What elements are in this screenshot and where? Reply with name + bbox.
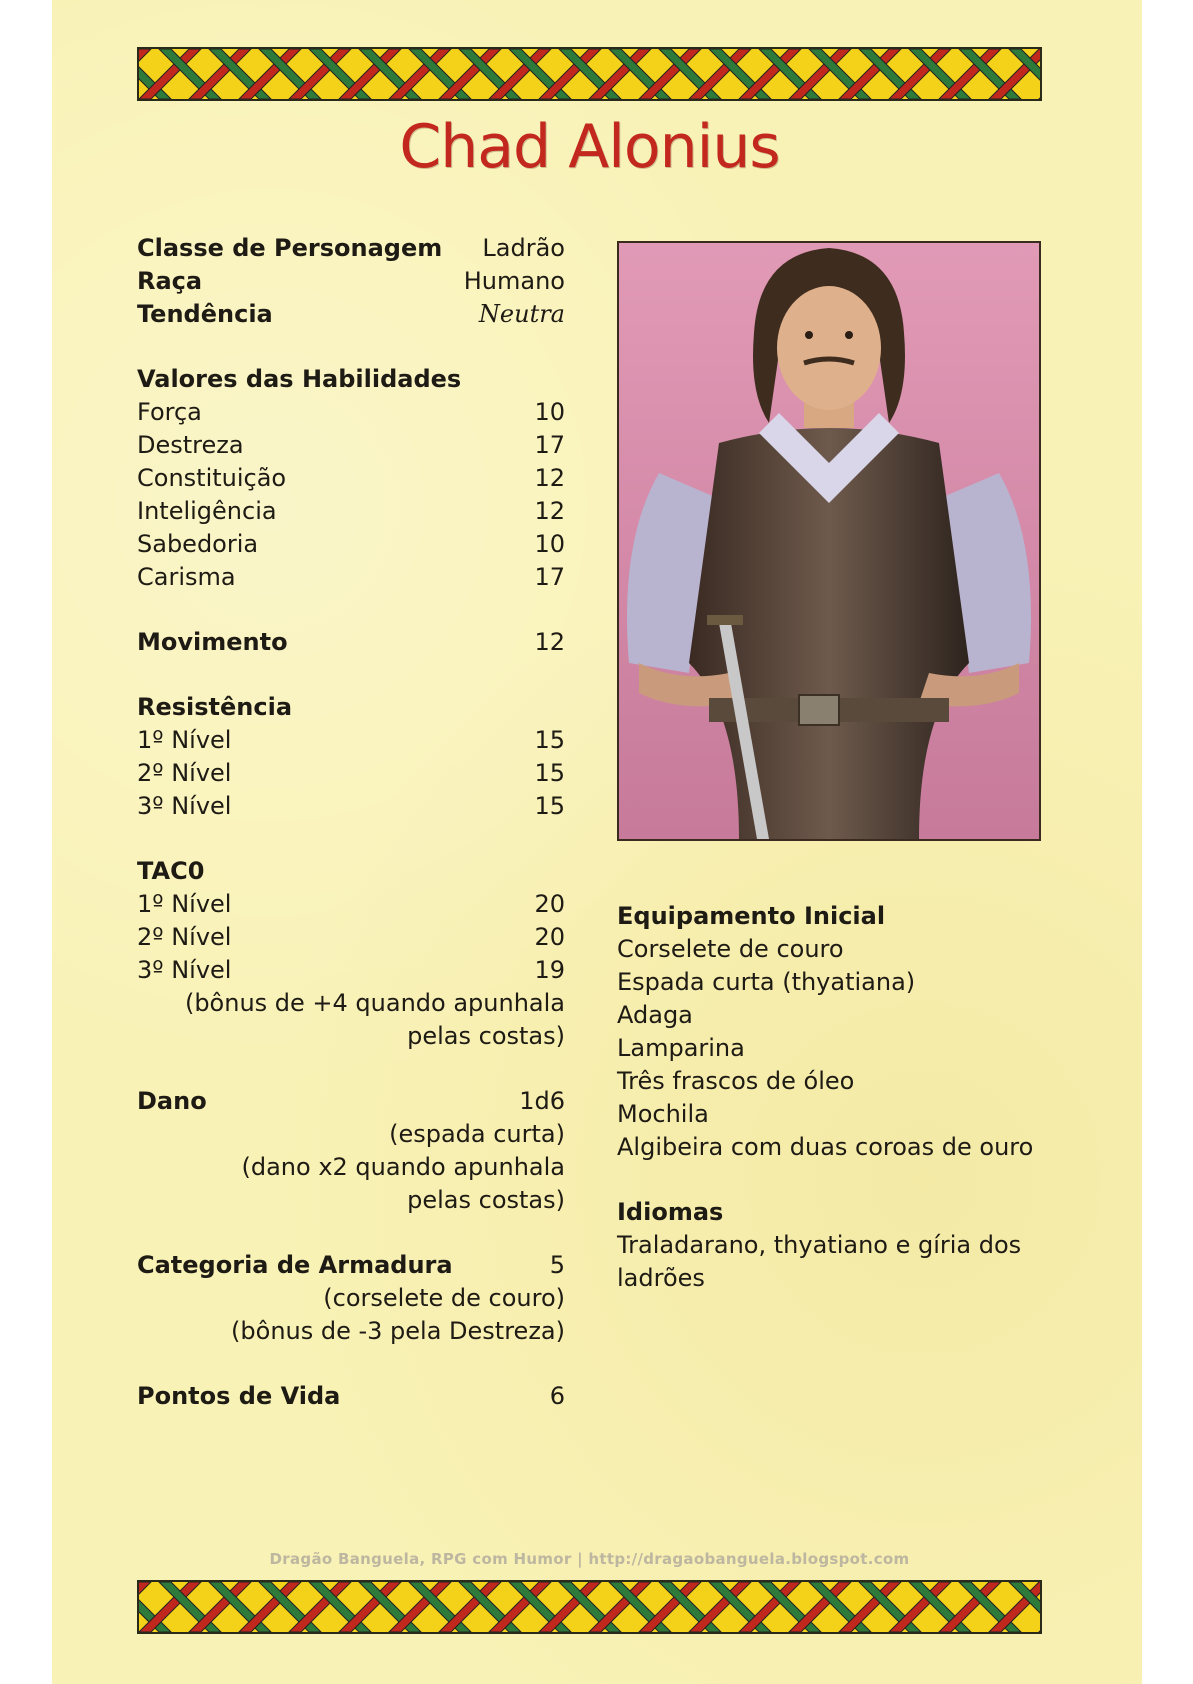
equipment-item: Espada curta (thyatiana) — [617, 968, 916, 996]
profile-value: Neutra — [478, 300, 565, 328]
ability-row — [137, 561, 565, 594]
profile-value: Humano — [463, 267, 565, 295]
spacer — [137, 659, 565, 691]
level-value: 15 — [534, 726, 565, 754]
thac0-heading: TAC0 — [137, 857, 205, 885]
footer-credit: Dragão Banguela, RPG com Humor | http://dragaobanguela.blogspot.com — [269, 1550, 910, 1568]
level-label: 1º Nível — [137, 726, 232, 754]
profile-label: Raça — [137, 267, 203, 295]
movement-value: 12 — [534, 628, 565, 656]
spacer — [617, 1164, 1047, 1196]
resistance-row — [137, 724, 565, 757]
damage-label: Dano — [137, 1087, 207, 1115]
ability-value: 10 — [534, 530, 565, 558]
damage-section — [137, 1085, 565, 1217]
equipment-item: Adaga — [617, 1001, 693, 1029]
armor-row — [137, 1249, 565, 1282]
ability-label: Inteligência — [137, 497, 277, 525]
equipment-item: Corselete de couro — [617, 935, 844, 963]
equipment-column — [617, 900, 1047, 1295]
armor-section — [137, 1249, 565, 1348]
spacer — [137, 331, 565, 363]
level-value: 20 — [534, 923, 565, 951]
ability-label: Força — [137, 398, 202, 426]
bottom-decorative-border — [137, 1580, 1042, 1634]
level-value: 15 — [534, 792, 565, 820]
ability-row — [137, 528, 565, 561]
damage-note: pelas costas) — [407, 1186, 565, 1214]
ability-value: 10 — [534, 398, 565, 426]
armor-value: 5 — [549, 1251, 565, 1279]
thac0-row — [137, 954, 565, 987]
ability-value: 12 — [534, 464, 565, 492]
equipment-item: Três frascos de óleo — [617, 1067, 855, 1095]
level-label: 2º Nível — [137, 923, 232, 951]
ability-label: Constituição — [137, 464, 287, 492]
hit-points-value: 6 — [549, 1382, 565, 1410]
movement-label: Movimento — [137, 628, 288, 656]
spacer — [137, 823, 565, 855]
spacer — [137, 1348, 565, 1380]
armor-label: Categoria de Armadura — [137, 1251, 453, 1279]
profile-label: Classe de Personagem — [137, 234, 443, 262]
thac0-section — [137, 855, 565, 1053]
level-value: 15 — [534, 759, 565, 787]
profile-row — [137, 298, 565, 331]
profile-label: Tendência — [137, 300, 273, 328]
resistance-row — [137, 790, 565, 823]
movement-row — [137, 626, 565, 659]
thac0-row — [137, 921, 565, 954]
ability-label: Destreza — [137, 431, 244, 459]
armor-note: (corselete de couro) — [323, 1284, 565, 1312]
level-value: 20 — [534, 890, 565, 918]
ability-label: Sabedoria — [137, 530, 259, 558]
character-portrait — [617, 241, 1041, 841]
languages-text: ladrões — [617, 1264, 705, 1292]
equipment-heading: Equipamento Inicial — [617, 902, 886, 930]
ability-value: 12 — [534, 497, 565, 525]
top-decorative-border — [137, 47, 1042, 101]
equipment-item: Mochila — [617, 1100, 709, 1128]
hit-points-label: Pontos de Vida — [137, 1382, 341, 1410]
languages-heading: Idiomas — [617, 1198, 724, 1226]
abilities-heading: Valores das Habilidades — [137, 365, 462, 393]
damage-note: (dano x2 quando apunhala — [241, 1153, 565, 1181]
profile-section — [137, 232, 565, 331]
ability-row — [137, 495, 565, 528]
level-label: 3º Nível — [137, 792, 232, 820]
level-label: 2º Nível — [137, 759, 232, 787]
equipment-item: Algibeira com duas coroas de ouro — [617, 1133, 1034, 1161]
abilities-section — [137, 363, 565, 594]
ability-value: 17 — [534, 431, 565, 459]
ability-row — [137, 429, 565, 462]
languages-text: Traladarano, thyatiano e gíria dos — [617, 1231, 1022, 1259]
resistance-heading: Resistência — [137, 693, 293, 721]
hit-points-row — [137, 1380, 565, 1413]
spacer — [137, 1217, 565, 1249]
resistance-section — [137, 691, 565, 823]
resistance-row — [137, 757, 565, 790]
thac0-row — [137, 888, 565, 921]
spacer — [137, 1053, 565, 1085]
profile-value: Ladrão — [482, 234, 565, 262]
ability-value: 17 — [534, 563, 565, 591]
level-label: 3º Nível — [137, 956, 232, 984]
level-label: 1º Nível — [137, 890, 232, 918]
ability-row — [137, 462, 565, 495]
armor-note: (bônus de -3 pela Destreza) — [231, 1317, 565, 1345]
spacer — [137, 594, 565, 626]
ability-row — [137, 396, 565, 429]
stats-column — [137, 232, 565, 1413]
damage-value: 1d6 — [519, 1087, 565, 1115]
thac0-note: (bônus de +4 quando apunhala — [184, 989, 565, 1017]
level-value: 19 — [534, 956, 565, 984]
page-title: Chad Alonius — [399, 112, 780, 182]
thac0-note: pelas costas) — [407, 1022, 565, 1050]
damage-note: (espada curta) — [389, 1120, 565, 1148]
ability-label: Carisma — [137, 563, 236, 591]
profile-row — [137, 265, 565, 298]
damage-row — [137, 1085, 565, 1118]
profile-row — [137, 232, 565, 265]
equipment-item: Lamparina — [617, 1034, 745, 1062]
